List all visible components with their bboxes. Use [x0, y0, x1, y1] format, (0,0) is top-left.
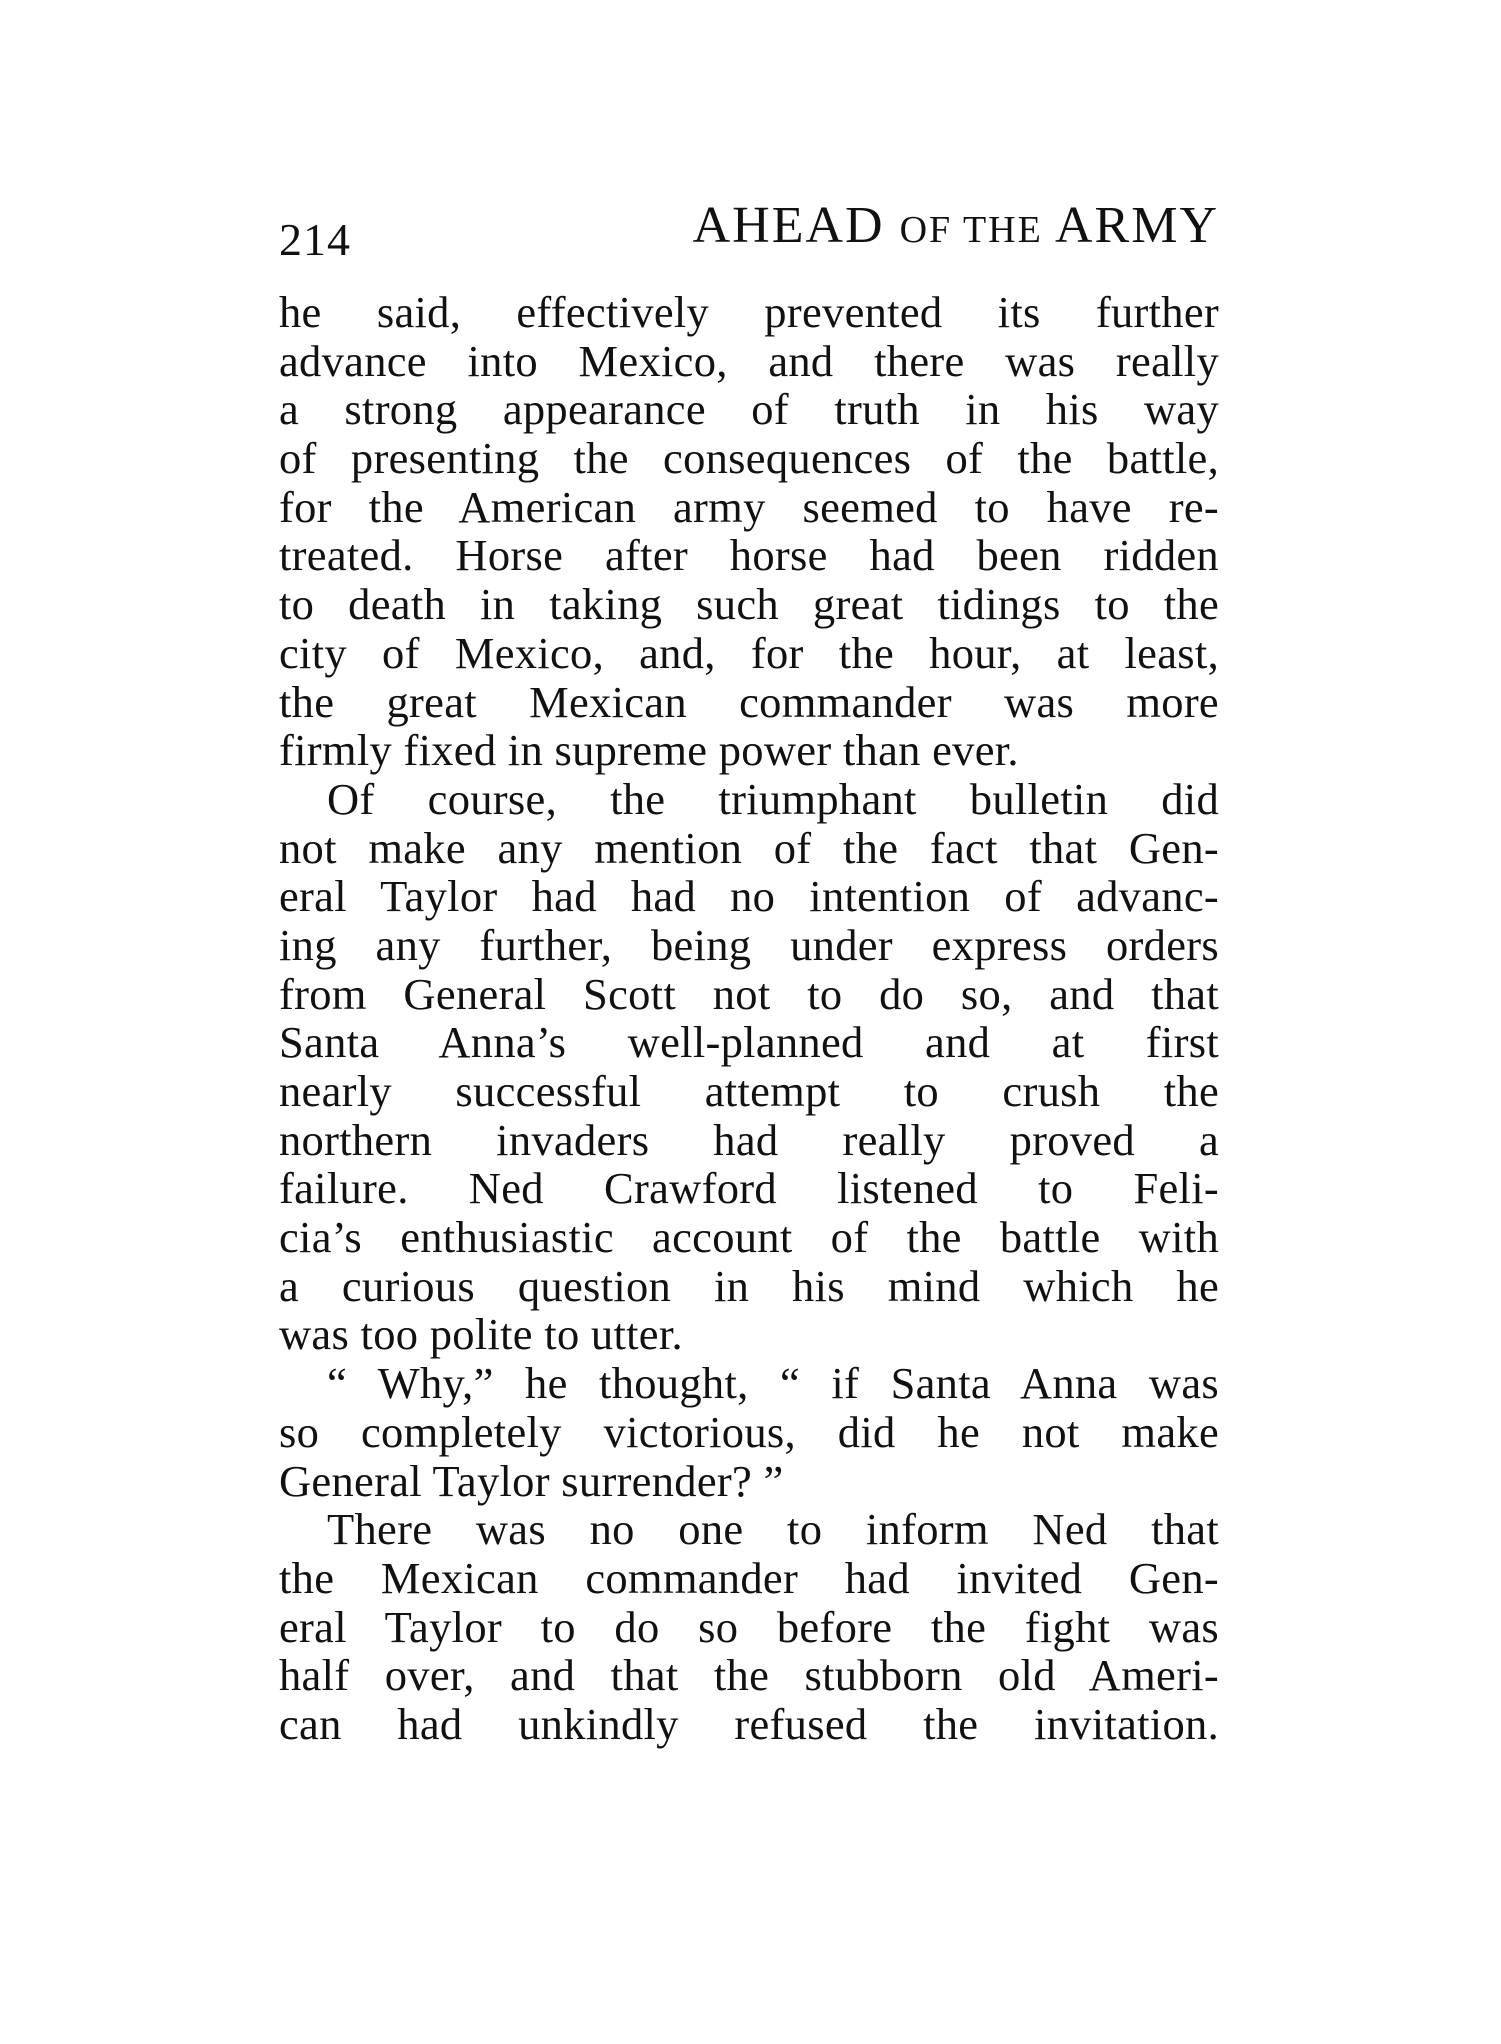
text-line: failure. Ned Crawford listened to Feli- [279, 1163, 1219, 1214]
text-line: cia’s enthusiastic account of the battle with [279, 1212, 1219, 1263]
text-line: northern invaders had really proved a [279, 1114, 1219, 1165]
text-line: was too polite to utter. [279, 1309, 683, 1360]
text-line: eral Taylor had had no intention of advanc- [279, 871, 1219, 922]
page-number: 214 [279, 214, 351, 265]
text-line: General Taylor surrender? ” [279, 1455, 784, 1506]
text-line: ing any further, being under express orders [279, 919, 1219, 970]
text-line: the great Mexican commander was more [279, 676, 1219, 727]
text-line: so completely victorious, did he not make [279, 1406, 1219, 1457]
running-head [279, 196, 1219, 266]
text-line: nearly successful attempt to crush the [279, 1066, 1219, 1116]
text-line: city of Mexico, and, for the hour, at least, [279, 627, 1219, 678]
text-line: half over, and that the stubborn old Ameri- [279, 1650, 1219, 1701]
text-line: firmly fixed in supreme power than ever. [279, 725, 1019, 776]
text-line: eral Taylor to do so before the fight was [279, 1601, 1219, 1652]
body-text [279, 288, 1219, 1749]
text-line: can had unkindly refused the invitation. [279, 1698, 1219, 1749]
text-line: a strong appearance of truth in his way [279, 384, 1219, 435]
running-title-of-the: OF THE [899, 209, 1043, 251]
book-page [279, 196, 1219, 1749]
paragraph-start-line: Of course, the triumphant bulletin did [327, 773, 1219, 824]
text-line: the Mexican commander had invited Gen- [279, 1552, 1219, 1603]
text-line: Santa Anna’s well-planned and at first [279, 1017, 1219, 1068]
text-line: not make any mention of the fact that Gen- [279, 822, 1219, 873]
running-title [693, 196, 1219, 260]
text-line: a curious question in his mind which he [279, 1260, 1219, 1311]
running-title-army: ARMY [1042, 197, 1219, 254]
running-title-ahead: AHEAD [692, 197, 900, 254]
text-line: of presenting the consequences of the battle, [279, 433, 1219, 484]
paragraph-start-line: “ Why,” he thought, “ if Santa Anna was [327, 1358, 1219, 1409]
paragraph-start-line: There was no one to inform Ned that [327, 1504, 1219, 1555]
text-line: for the American army seemed to have re- [279, 481, 1219, 532]
text-line: advance into Mexico, and there was really [279, 335, 1219, 386]
text-line: treated. Horse after horse had been ridden [279, 530, 1219, 581]
text-line: he said, effectively prevented its further [279, 287, 1219, 337]
text-line: from General Scott not to do so, and that [279, 968, 1219, 1019]
text-line: to death in taking such great tidings to the [279, 579, 1219, 630]
